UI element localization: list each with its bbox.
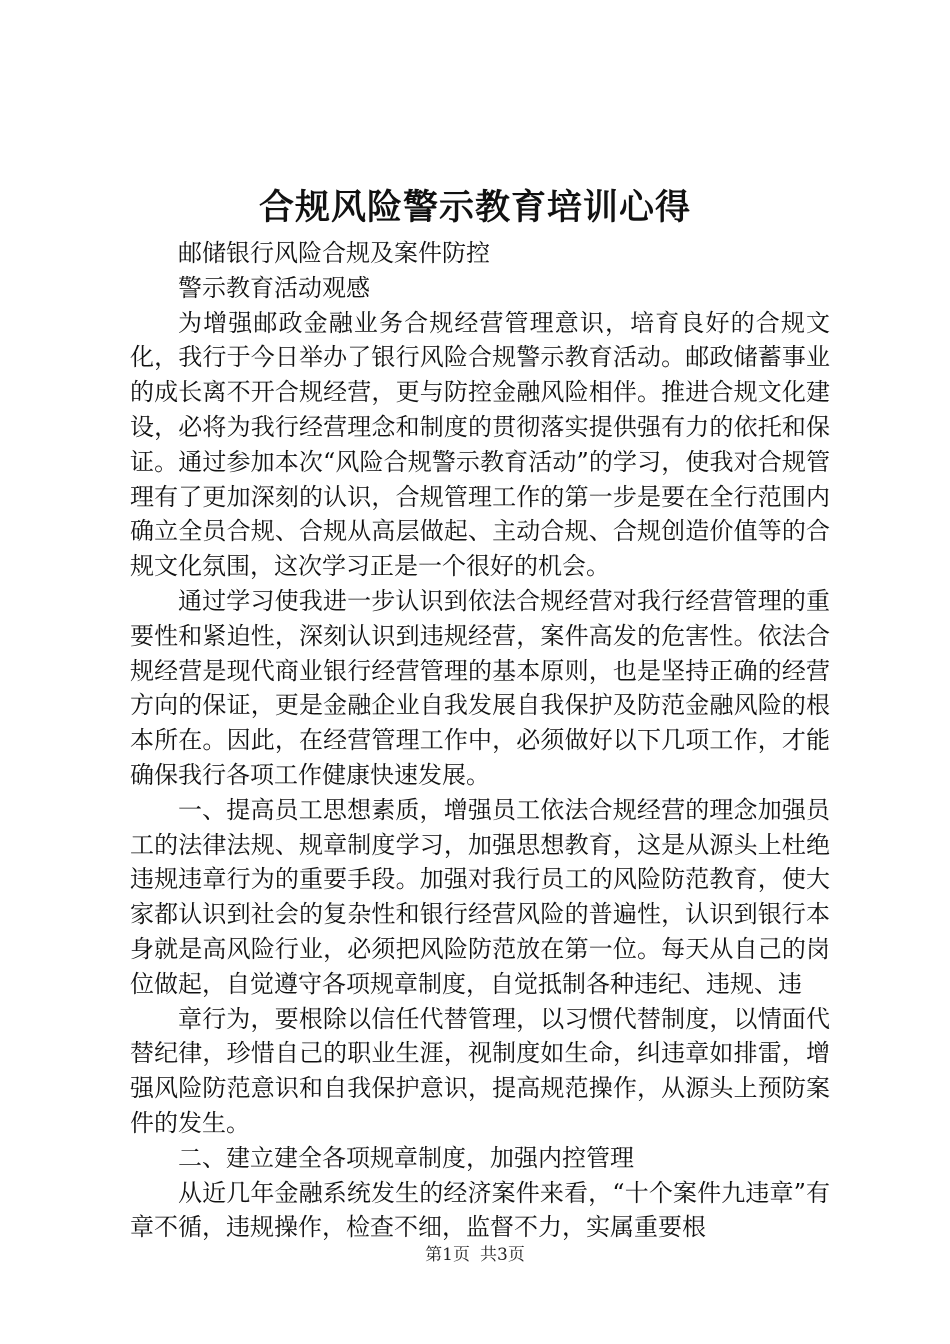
- paragraph: 从近几年金融系统发生的经济案件来看，“十个案件九违章”有章不循，违规操作，检查不细，监督不力，实属重要根: [130, 1178, 830, 1242]
- page-footer: [0, 1242, 950, 1268]
- paragraph-subtitle-line-2: 警示教育活动观感: [178, 273, 370, 302]
- document-title: 合规风险警示教育培训心得: [258, 187, 691, 228]
- section-heading: 二、建立建全各项规章制度，加强内控管理: [178, 1143, 634, 1172]
- paragraph: 通过学习使我进一步认识到依法合规经营对我行经营管理的重要性和紧迫性，深刻认识到违规经营，案件高发的危害性。依法合规经营是现代商业银行经营管理的基本原则，也是坚持正确的经营方向的保证，更是金融企业自我发展自我保护及防范金融风险的根本所在。因此，在经营管理工作中，必须做好以下几项工作，才能确保我行各项工作健康快速发展。: [130, 586, 830, 789]
- page-total: 共3页: [480, 1245, 525, 1265]
- page-number: 第1页: [425, 1245, 470, 1265]
- document-body: [130, 236, 830, 1245]
- paragraph: 为增强邮政金融业务合规经营管理意识，培育良好的合规文化，我行于今日举办了银行风险合规警示教育活动。邮政储蓄事业的成长离不开合规经营，更与防控金融风险相伴。推进合规文化建设，必将为我行经营理念和制度的贯彻落实提供强有力的依托和保证。通过参加本次“风险合规警示教育活动”的学习，使我对合规管理有了更加深刻的认识，合规管理工作的第一步是要在全行范围内确立全员合规、合规从高层做起、主动合规、合规创造价值等的合规文化氛围，这次学习正是一个很好的机会。: [130, 308, 830, 581]
- paragraph: 一、提高员工思想素质，增强员工依法合规经营的理念加强员工的法律法规、规章制度学习，加强思想教育，这是从源头上杜绝违规违章行为的重要手段。加强对我行员工的风险防范教育，使大家都认识到社会的复杂性和银行经营风险的普遍性，认识到银行本身就是高风险行业，必须把风险防范放在第一位。每天从自己的岗位做起，自觉遵守各项规章制度，自觉抵制各种违纪、违规、违: [130, 795, 830, 998]
- paragraph-subtitle-line-1: 邮储银行风险合规及案件防控: [178, 239, 490, 267]
- paragraph: 章行为，要根除以信任代替管理，以习惯代替制度，以情面代替纪律，珍惜自己的职业生涯，视制度如生命，纠违章如排雷，增强风险防范意识和自我保护意识，提高规范操作，从源头上预防案件的发生。: [130, 1004, 830, 1137]
